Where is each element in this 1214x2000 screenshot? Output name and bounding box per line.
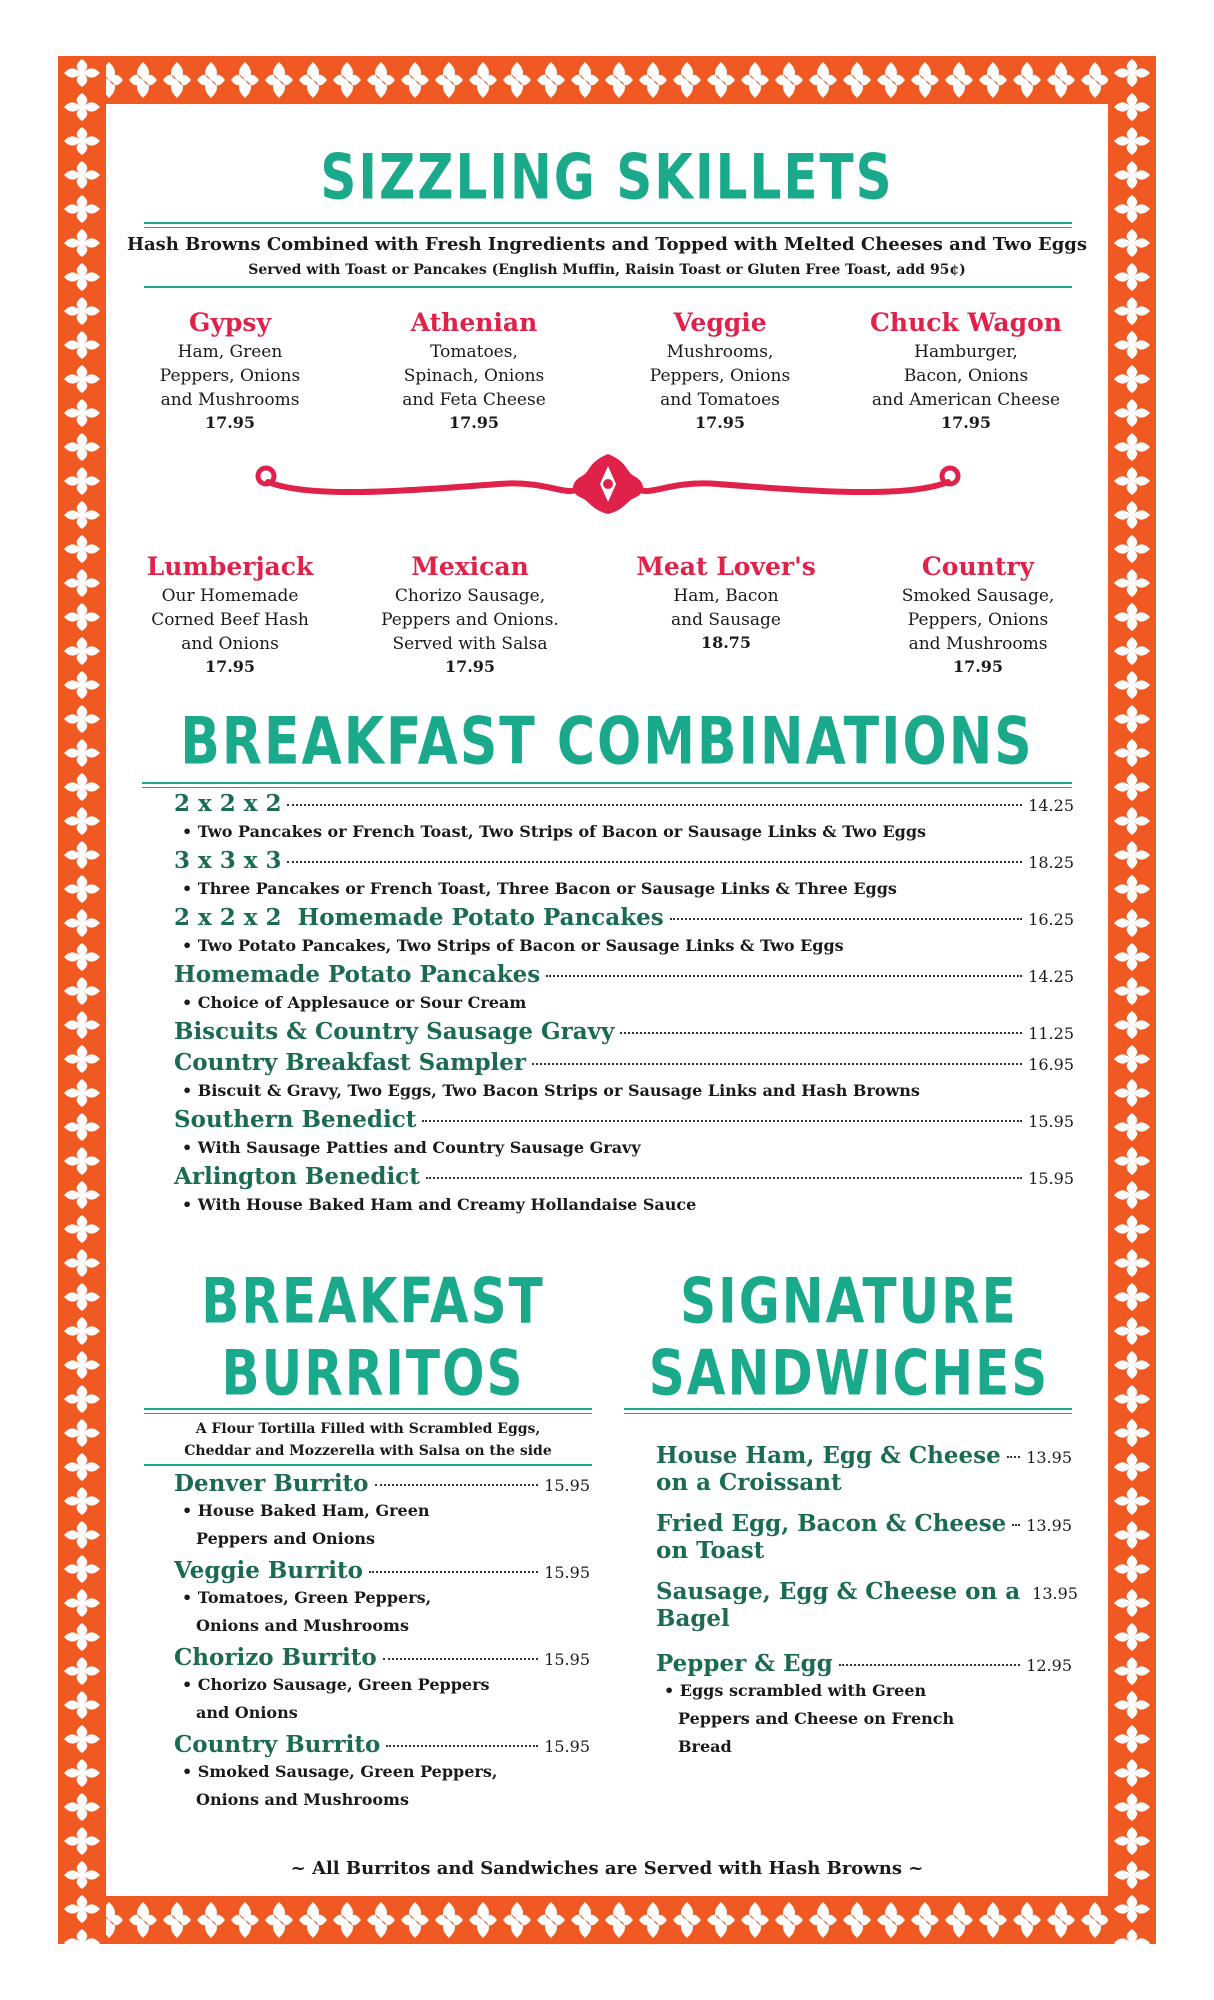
sandwich-item xyxy=(656,1510,1072,1564)
item-description: and Sausage xyxy=(671,610,781,630)
decorative-border-bottom xyxy=(58,1896,1156,1944)
item-description: Bacon, Onions xyxy=(903,366,1029,386)
divider xyxy=(144,286,1072,288)
item-name: Athenian xyxy=(410,308,538,337)
dot-leader xyxy=(426,1177,1022,1179)
skillet-item-veggie xyxy=(600,306,840,434)
item-description: Bread xyxy=(678,1737,732,1756)
menu-item-row xyxy=(174,847,1074,874)
item-name: Country Breakfast Sampler xyxy=(174,1049,527,1076)
item-description: Corned Beef Hash xyxy=(151,610,309,630)
item-description: and Onions xyxy=(181,634,279,654)
item-price: 17.95 xyxy=(204,413,256,432)
dot-leader xyxy=(369,1571,538,1573)
skillet-item-gypsy xyxy=(110,306,350,434)
divider xyxy=(144,1408,592,1410)
sandwiches-list xyxy=(656,1442,1078,1761)
divider xyxy=(144,227,1072,228)
dot-leader xyxy=(1007,1456,1020,1458)
menu-item-row xyxy=(174,1018,1074,1045)
item-name: Homemade Potato Pancakes xyxy=(174,961,541,988)
item-price: 13.95 xyxy=(1026,1448,1072,1467)
item-price: 15.95 xyxy=(1028,1112,1074,1131)
item-price: 17.95 xyxy=(940,413,992,432)
menu-item-row xyxy=(174,790,1074,817)
item-description: • Choice of Applesauce or Sour Cream xyxy=(182,993,527,1012)
item-name: Veggie xyxy=(673,308,767,337)
item-price: 17.95 xyxy=(694,413,746,432)
item-price: 17.95 xyxy=(444,657,496,676)
item-price: 13.95 xyxy=(1026,1516,1072,1535)
item-description: Peppers, Onions xyxy=(159,366,301,386)
section-title-combinations: BREAKFAST COMBINATIONS xyxy=(180,704,1034,780)
item-description: and Onions xyxy=(196,1703,298,1722)
item-description: Hamburger, xyxy=(914,342,1018,362)
item-name-continued: on Toast xyxy=(656,1537,765,1564)
item-name: Country xyxy=(921,552,1035,581)
item-price: 13.95 xyxy=(1032,1584,1078,1603)
item-price: 18.75 xyxy=(700,633,752,652)
dot-leader xyxy=(546,975,1022,977)
skillet-item-chuck-wagon xyxy=(846,306,1086,434)
item-name: Sausage, Egg & Cheese on a xyxy=(656,1578,1021,1605)
item-name: 2 x 2 x 2 Homemade Potato Pancakes xyxy=(174,904,664,931)
item-description: Tomatoes, xyxy=(430,342,518,362)
item-name-continued: Bagel xyxy=(656,1605,730,1632)
sandwich-item xyxy=(656,1650,1072,1761)
dot-leader xyxy=(532,1063,1022,1065)
item-description: • With House Baked Ham and Creamy Hollandaise Sauce xyxy=(182,1195,697,1214)
skillets-intro: Hash Browns Combined with Fresh Ingredients and Topped with Melted Cheeses and Two Eggs xyxy=(127,234,1087,255)
skillet-item-athenian xyxy=(354,306,594,434)
note-line: A Flour Tortilla Filled with Scrambled Eggs, xyxy=(195,1421,541,1437)
skillets-intro-sub: Served with Toast or Pancakes (English Muffin, Raisin Toast or Gluten Free Toast, add 95¢) xyxy=(248,262,966,278)
item-description: • Biscuit & Gravy, Two Eggs, Two Bacon Strips or Sausage Links and Hash Browns xyxy=(182,1081,920,1100)
item-description: and Feta Cheese xyxy=(402,390,546,410)
divider xyxy=(144,222,1072,224)
dot-leader xyxy=(375,1484,539,1486)
item-description: Peppers, Onions xyxy=(649,366,791,386)
item-description: Mushrooms, xyxy=(666,342,774,362)
menu-item-row xyxy=(174,961,1074,988)
dot-leader xyxy=(620,1032,1022,1034)
item-description: and American Cheese xyxy=(871,390,1061,410)
item-description: and Tomatoes xyxy=(660,390,780,410)
item-name: Chuck Wagon xyxy=(870,308,1062,337)
item-price: 11.25 xyxy=(1028,1024,1074,1043)
item-name: Southern Benedict xyxy=(174,1106,417,1133)
decorative-border-top xyxy=(58,56,1156,104)
item-description: • Two Pancakes or French Toast, Two Strips of Bacon or Sausage Links & Two Eggs xyxy=(182,822,927,841)
dot-leader xyxy=(670,918,1022,920)
skillet-item-country xyxy=(858,550,1098,678)
footer-note: ~ All Burritos and Sandwiches are Served with Hash Browns ~ xyxy=(290,1858,924,1879)
section-title-sandwiches: SIGNATURE SANDWICHES xyxy=(648,1264,1050,1410)
dot-leader xyxy=(839,1664,1020,1666)
item-price: 14.25 xyxy=(1028,967,1074,986)
item-description: • With Sausage Patties and Country Sausage Gravy xyxy=(182,1138,641,1157)
item-description: Onions and Mushrooms xyxy=(196,1790,409,1809)
item-price: 15.95 xyxy=(544,1650,590,1669)
item-price: 15.95 xyxy=(544,1563,590,1582)
item-description: Peppers and Cheese on French xyxy=(678,1709,955,1728)
burrito-item xyxy=(174,1557,590,1640)
item-description: Served with Salsa xyxy=(392,634,548,654)
item-price: 12.95 xyxy=(1026,1656,1072,1675)
item-name: Veggie Burrito xyxy=(174,1557,364,1584)
dot-leader xyxy=(386,1745,538,1747)
menu-item-row xyxy=(174,904,1074,931)
skillet-item-meat-lovers xyxy=(606,550,846,654)
menu-item-row xyxy=(174,1163,1074,1190)
item-name: 2 x 2 x 2 xyxy=(174,790,282,817)
item-description: • Tomatoes, Green Peppers, xyxy=(182,1588,432,1607)
sandwich-item xyxy=(656,1578,1078,1632)
dot-leader xyxy=(1012,1524,1020,1526)
item-name: House Ham, Egg & Cheese xyxy=(656,1442,1001,1469)
item-price: 16.25 xyxy=(1028,910,1074,929)
skillet-item-mexican xyxy=(350,550,590,678)
item-description: and Mushrooms xyxy=(160,390,300,410)
item-description: Spinach, Onions xyxy=(403,366,545,386)
item-description: Ham, Green xyxy=(177,342,283,362)
item-name: Chorizo Burrito xyxy=(174,1644,377,1671)
item-price: 15.95 xyxy=(544,1737,590,1756)
item-price: 15.95 xyxy=(1028,1169,1074,1188)
menu-item-row xyxy=(174,1049,1074,1076)
dot-leader xyxy=(422,1120,1022,1122)
item-name: Lumberjack xyxy=(146,552,314,581)
item-price: 17.95 xyxy=(448,413,500,432)
item-description: Peppers and Onions. xyxy=(381,610,559,630)
item-description: Onions and Mushrooms xyxy=(196,1616,409,1635)
item-name: Meat Lover's xyxy=(636,552,816,581)
item-price: 18.25 xyxy=(1028,853,1074,872)
item-description: • Three Pancakes or French Toast, Three Bacon or Sausage Links & Three Eggs xyxy=(182,879,897,898)
burritos-note xyxy=(144,1418,592,1462)
item-name: 3 x 3 x 3 xyxy=(174,847,282,874)
burritos-list xyxy=(174,1470,590,1814)
divider xyxy=(142,787,1072,788)
item-description: • Smoked Sausage, Green Peppers, xyxy=(182,1762,498,1781)
skillet-item-lumberjack xyxy=(110,550,350,678)
item-description: • Chorizo Sausage, Green Peppers xyxy=(182,1675,490,1694)
item-name: Denver Burrito xyxy=(174,1470,369,1497)
item-description: Smoked Sausage, xyxy=(901,586,1055,606)
item-description: Our Homemade xyxy=(161,586,299,606)
item-name: Fried Egg, Bacon & Cheese xyxy=(656,1510,1007,1537)
item-name: Pepper & Egg xyxy=(656,1650,833,1677)
item-price: 17.95 xyxy=(204,657,256,676)
item-description: Peppers and Onions xyxy=(196,1529,376,1548)
section-title-burritos: BREAKFAST BURRITOS xyxy=(201,1264,545,1410)
burrito-item xyxy=(174,1470,590,1553)
decorative-border-left xyxy=(58,56,106,1944)
menu-item-row xyxy=(174,1106,1074,1133)
item-description: • House Baked Ham, Green xyxy=(182,1501,430,1520)
item-name: Arlington Benedict xyxy=(174,1163,420,1190)
decorative-ornament xyxy=(248,448,968,518)
item-description: and Mushrooms xyxy=(908,634,1048,654)
item-price: 17.95 xyxy=(952,657,1004,676)
divider xyxy=(624,1413,1072,1414)
item-description: Chorizo Sausage, xyxy=(394,586,546,606)
divider xyxy=(144,1464,592,1466)
item-price: 14.25 xyxy=(1028,796,1074,815)
item-name: Mexican xyxy=(411,552,529,581)
burrito-item xyxy=(174,1644,590,1727)
item-name: Gypsy xyxy=(189,308,271,337)
dot-leader xyxy=(383,1658,538,1660)
burrito-item xyxy=(174,1731,590,1814)
item-description: • Eggs scrambled with Green xyxy=(664,1681,927,1700)
item-description: • Two Potato Pancakes, Two Strips of Bacon or Sausage Links & Two Eggs xyxy=(182,936,844,955)
item-price: 16.95 xyxy=(1028,1055,1074,1074)
section-title-skillets: SIZZLING SKILLETS xyxy=(320,140,894,214)
decorative-border-right xyxy=(1108,56,1156,1944)
item-description: Ham, Bacon xyxy=(673,586,779,606)
dot-leader xyxy=(287,861,1022,863)
combinations-list xyxy=(174,790,1074,1220)
item-name: Biscuits & Country Sausage Gravy xyxy=(174,1018,615,1045)
divider xyxy=(624,1408,1072,1410)
item-description: Peppers, Onions xyxy=(907,610,1049,630)
sandwich-item xyxy=(656,1442,1072,1496)
item-price: 15.95 xyxy=(544,1476,590,1495)
note-line: Cheddar and Mozzerella with Salsa on the side xyxy=(184,1443,552,1459)
item-name-continued: on a Croissant xyxy=(656,1469,842,1496)
divider xyxy=(142,782,1072,784)
divider xyxy=(144,1413,592,1414)
dot-leader xyxy=(287,804,1022,806)
item-name: Country Burrito xyxy=(174,1731,381,1758)
